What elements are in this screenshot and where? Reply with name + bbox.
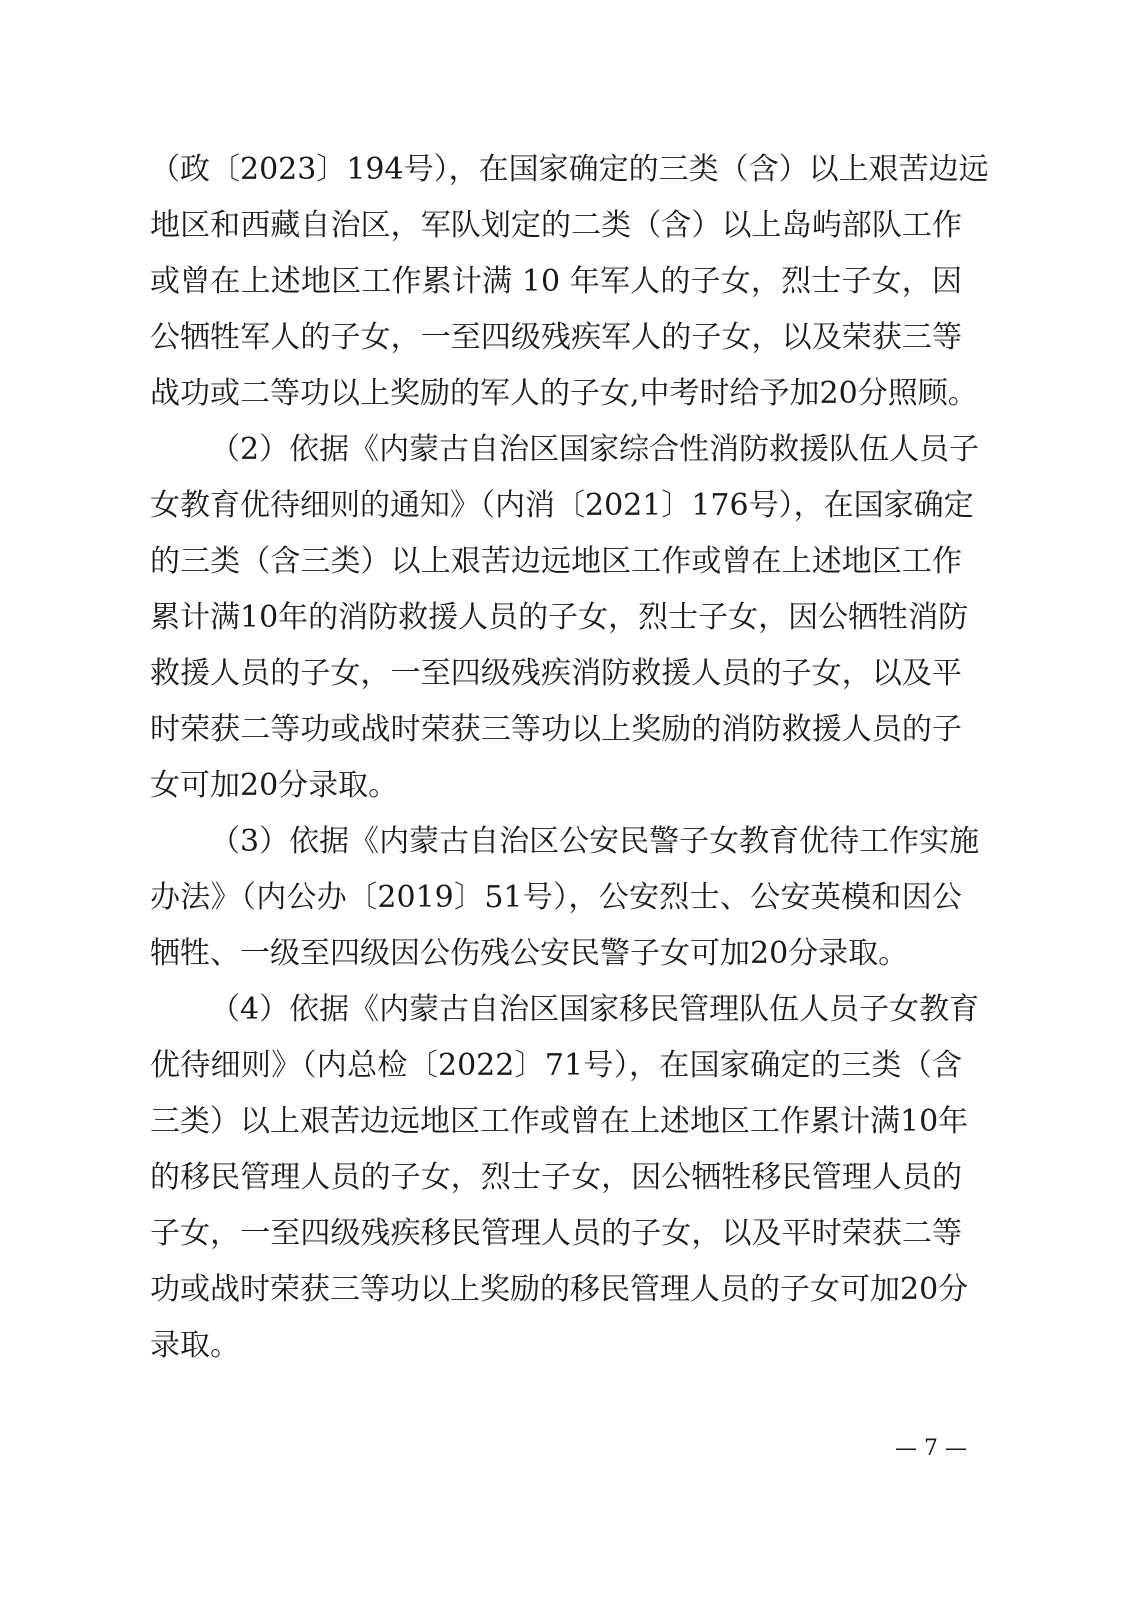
text-line-21: 功或战时荣获三等功以上奖励的移民管理人员的子女可加20分: [150, 1272, 969, 1307]
text-line-17: 优待细则》（内总检〔2022〕71号），在国家确定的三类（含: [150, 1048, 962, 1083]
paragraph-2-first-line: （2）依据《内蒙古自治区国家综合性消防救援队伍人员子: [210, 432, 980, 467]
paragraph-4-first-line: （4）依据《内蒙古自治区国家移民管理队伍人员子女教育: [210, 992, 980, 1027]
text-line-18: 三类）以上艰苦边远地区工作或曾在上述地区工作累计满10年: [150, 1104, 969, 1139]
text-line-19: 的移民管理人员的子女，烈士子女，因公牺牲移民管理人员的: [150, 1160, 962, 1195]
text-line-3: 或曾在上述地区工作累计满 10 年军人的子女，烈士子女，因: [150, 264, 962, 299]
text-line-7: 女教育优待细则的通知》（内消〔2021〕176号），在国家确定: [150, 488, 974, 523]
text-line-10: 救援人员的子女，一至四级残疾消防救援人员的子女，以及平: [150, 656, 962, 691]
text-line-22: 录取。: [150, 1328, 240, 1363]
text-line-4: 公牺牲军人的子女，一至四级残疾军人的子女，以及荣获三等: [150, 320, 962, 355]
text-line-12: 女可加20分录取。: [150, 768, 399, 803]
text-line-11: 时荣获二等功或战时荣获三等功以上奖励的消防救援人员的子: [150, 712, 962, 747]
text-line-20: 子女，一至四级残疾移民管理人员的子女，以及平时荣获二等: [150, 1216, 962, 1251]
text-line-9: 累计满10年的消防救援人员的子女，烈士子女，因公牺牲消防: [150, 600, 969, 635]
text-line-2: 地区和西藏自治区，军队划定的二类（含）以上岛屿部队工作: [150, 208, 962, 243]
text-line-8: 的三类（含三类）以上艰苦边远地区工作或曾在上述地区工作: [150, 544, 962, 579]
page-number: — 7 —: [895, 1436, 967, 1461]
text-line-14: 办法》（内公办〔2019〕51号），公安烈士、公安英模和因公: [150, 880, 962, 915]
text-line-15: 牺牲、一级至四级因公伤残公安民警子女可加20分录取。: [150, 936, 909, 971]
paragraph-3-first-line: （3）依据《内蒙古自治区公安民警子女教育优待工作实施: [210, 824, 980, 859]
text-line-1: （政〔2023〕194号），在国家确定的三类（含）以上艰苦边远: [150, 152, 989, 187]
text-line-5: 战功或二等功以上奖励的军人的子女,中考时给予加20分照顾。: [150, 376, 978, 411]
